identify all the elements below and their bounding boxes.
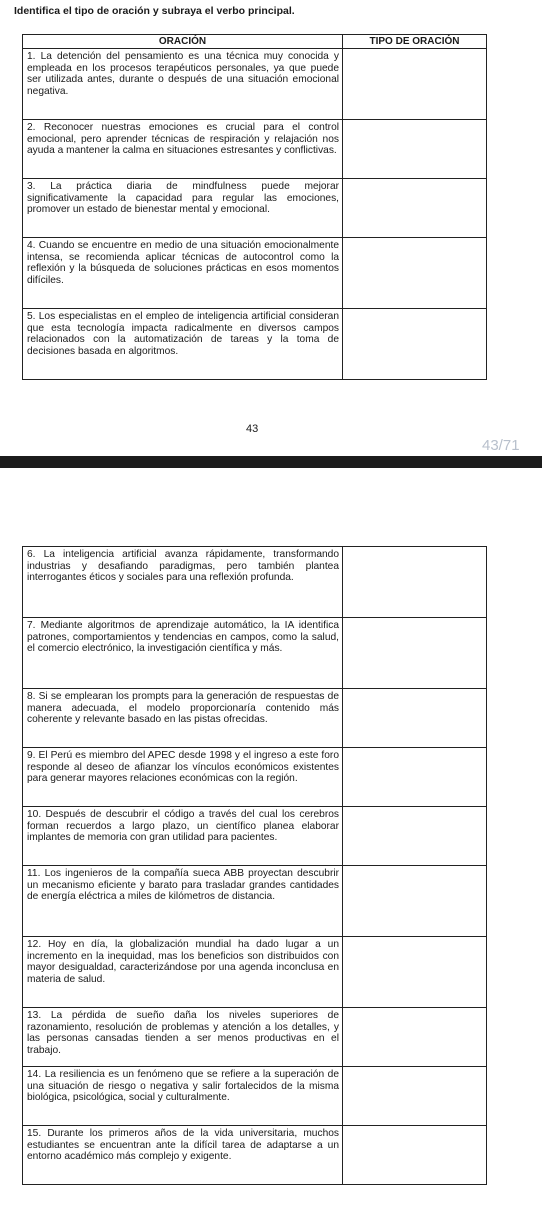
page-divider [0,456,542,468]
sentence-cell: 4. Cuando se encuentre en medio de una situación emocionalmente intensa, se recomienda aplicar técnicas de autocontrol como la reflexión y la búsqueda de soluciones prácticas en esos momentos difíciles. [23,238,343,309]
type-answer-cell[interactable] [343,309,487,380]
sentence-table-page-2 [22,546,487,1185]
type-answer-cell[interactable] [343,49,487,120]
sentence-cell: 13. La pérdida de sueño daña los niveles superiores de razonamiento, resolución de problemas y atención a los detalles, y las personas cansadas tienden a ser menos productivas en el trabajo. [23,1008,343,1067]
sentence-cell: 11. Los ingenieros de la compañía sueca ABB proyectan descubrir un mecanismo eficiente y barato para trasladar grandes cantidades de energía eléctrica a miles de kilómetros de distancia. [23,866,343,937]
table-row [23,238,487,309]
page-counter: 43/71 [482,437,520,454]
sentence-cell: 1. La detención del pensamiento es una técnica muy conocida y empleada en los procesos terapéuticos personales, ya que puede ser utilizada antes, durante o después de una situación emocional negativa. [23,49,343,120]
divider-accent [0,456,120,468]
instruction-text: Identifica el tipo de oración y subraya el verbo principal. [14,5,295,17]
table-row [23,1008,487,1067]
table-row [23,120,487,179]
table-row [23,1067,487,1126]
type-answer-cell[interactable] [343,179,487,238]
type-answer-cell[interactable] [343,618,487,689]
sentence-cell: 5. Los especialistas en el empleo de inteligencia artificial consideran que esta tecnología impacta radicalmente en diversos campos relacionados con la automatización de tareas y la toma de decisiones basada en algoritmos. [23,309,343,380]
type-answer-cell[interactable] [343,547,487,618]
sentence-cell: 10. Después de descubrir el código a través del cual los cerebros forman recuerdos a largo plazo, un científico planea elaborar implantes de memoria con gran utilidad para pacientes. [23,807,343,866]
table-row [23,309,487,380]
table-header-row [23,35,487,49]
type-answer-cell[interactable] [343,1126,487,1185]
type-answer-cell[interactable] [343,238,487,309]
table-row [23,1126,487,1185]
type-answer-cell[interactable] [343,1008,487,1067]
type-answer-cell[interactable] [343,748,487,807]
sentence-cell: 3. La práctica diaria de mindfulness puede mejorar significativamente la capacidad para regular las emociones, promover un estado de bienestar mental y emocional. [23,179,343,238]
table-row [23,689,487,748]
sentence-cell: 2. Reconocer nuestras emociones es crucial para el control emocional, pero aprender técnicas de respiración y relajación nos ayuda a mantener la calma en situaciones estresantes y conflictivas. [23,120,343,179]
table-row [23,49,487,120]
type-answer-cell[interactable] [343,120,487,179]
sentence-cell: 9. El Perú es miembro del APEC desde 1998 y el ingreso a este foro responde al deseo de afianzar los vínculos económicos existentes para generar mayores relaciones económicas con la región. [23,748,343,807]
sentence-cell: 6. La inteligencia artificial avanza rápidamente, transformando industrias y desafiando paradigmas, pero también plantea interrogantes éticos y sociales para una reflexión profunda. [23,547,343,618]
table-row [23,937,487,1008]
table-row [23,547,487,618]
sentence-table-page-1 [22,34,487,380]
table-row [23,748,487,807]
sentence-cell: 7. Mediante algoritmos de aprendizaje automático, la IA identifica patrones, comportamientos y tendencias en campos, como la salud, el comercio electrónico, la investigación científica y más. [23,618,343,689]
sentence-cell: 15. Durante los primeros años de la vida universitaria, muchos estudiantes se encuentran ante la difícil tarea de adaptarse a un entorno académico más complejo y exigente. [23,1126,343,1185]
type-answer-cell[interactable] [343,689,487,748]
header-type: TIPO DE ORACIÓN [343,35,487,49]
table-row [23,618,487,689]
table-row [23,866,487,937]
type-answer-cell[interactable] [343,1067,487,1126]
type-answer-cell[interactable] [343,937,487,1008]
sentence-cell: 8. Si se emplearan los prompts para la generación de respuestas de manera adecuada, el modelo proporcionaría contenido más coherente y relevante basado en las pistas ofrecidas. [23,689,343,748]
page-number: 43 [246,423,259,435]
table-row [23,807,487,866]
header-sentence: ORACIÓN [23,35,343,49]
sentence-cell: 12. Hoy en día, la globalización mundial ha dado lugar a un incremento en la inequidad, mas los beneficios son distribuidos con mayor desigualdad, caracterizándose por una agenda inconclusa en materia de salud. [23,937,343,1008]
sentence-cell: 14. La resiliencia es un fenómeno que se refiere a la superación de una situación de riesgo o negativa y salir fortalecidos de la misma biológica, psicológica, social y culturalmente. [23,1067,343,1126]
type-answer-cell[interactable] [343,807,487,866]
type-answer-cell[interactable] [343,866,487,937]
table-row [23,179,487,238]
